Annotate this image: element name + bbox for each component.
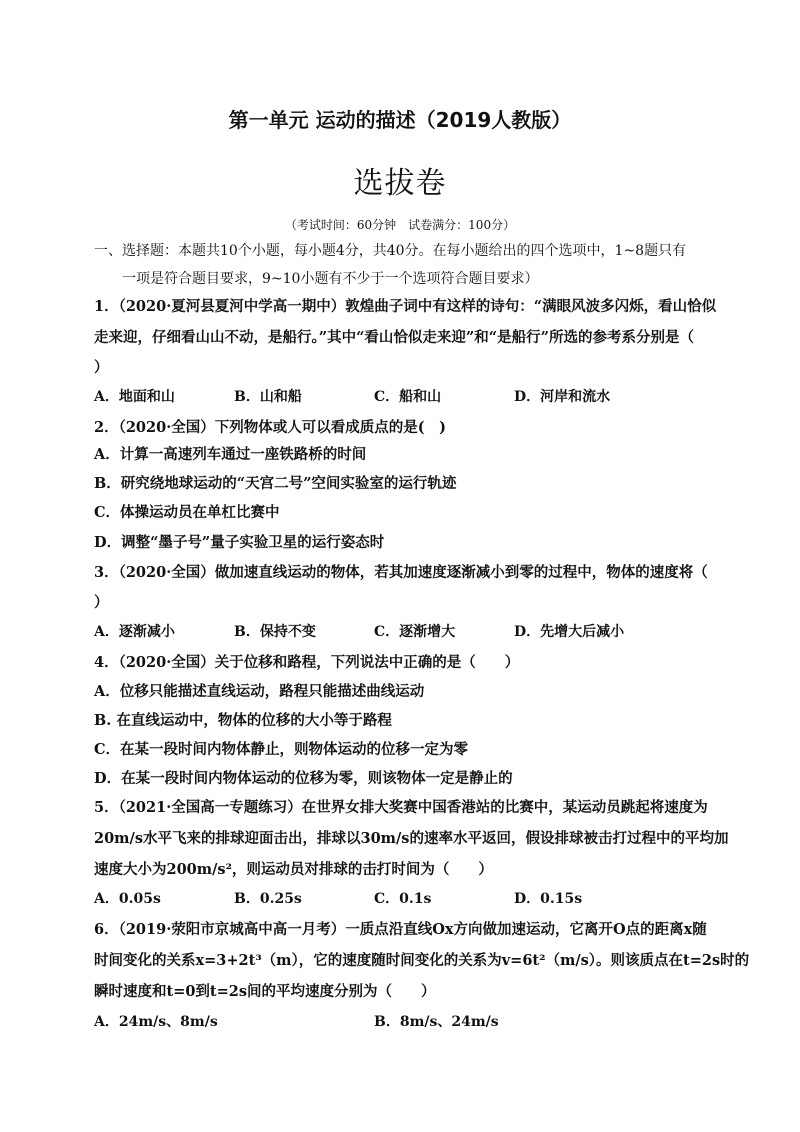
- question-1-line-2: 走来迎，仔细看山山不动，是船行。”其中“看山恰似走来迎”和“是船行”所选的参考系分别是（: [94, 329, 694, 346]
- question-2-option-b: B．研究绕地球运动的“天宫二号”空间实验室的运行轨迹: [94, 475, 457, 492]
- question-5-option-c: C．0.1s: [374, 891, 432, 907]
- question-6-line-3: 瞬时速度和t=0到t=2s间的平均速度分别为（ ）: [94, 983, 436, 1000]
- question-6-option-a: A．24m/s、8m/s: [94, 1014, 218, 1030]
- question-5-line-3: 速度大小为200m/s²，则运动员对排球的击打时间为（ ）: [94, 861, 493, 878]
- question-4-option-b: B. 在直线运动中，物体的位移的大小等于路程: [94, 712, 392, 729]
- question-1-line-3: ）: [94, 359, 109, 376]
- question-1-line-1: 1．（2020·夏河县夏河中学高一期中）敦煌曲子词中有这样的诗句：“满眼风波多闪烁，看山恰似: [94, 298, 717, 315]
- question-6-option-b: B．8m/s、24m/s: [374, 1014, 499, 1030]
- question-1-option-b: B．山和船: [234, 389, 302, 405]
- question-5-option-a: A．0.05s: [94, 891, 161, 907]
- question-3-option-c: C．逐渐增大: [374, 624, 456, 640]
- question-5-line-1: 5．（2021·全国高一专题练习）在世界女排大奖赛中国香港站的比赛中，某运动员跳起将速度为: [94, 799, 708, 816]
- exam-info: （考试时间：60分钟 试卷满分：100分）: [284, 218, 516, 232]
- section-instructions-line-2: 一项是符合题目要求，9~10小题有不少于一个选项符合题目要求）: [122, 271, 539, 287]
- document-subtitle: 选拔卷: [353, 166, 447, 201]
- section-instructions-line-1: 一、选择题：本题共10个小题，每小题4分，共40分。在每小题给出的四个选项中，1~8题只有: [94, 243, 687, 259]
- question-3-option-a: A．逐渐减小: [94, 624, 175, 640]
- question-6-line-2: 时间变化的关系x=3+2t³（m），它的速度随时间变化的关系为v=6t²（m/s）。则该质点在t=2s时的: [94, 952, 750, 969]
- question-3-line-2: ）: [94, 594, 109, 611]
- question-3-option-b: B．保持不变: [234, 624, 316, 640]
- question-3-option-d: D．先增大后减小: [514, 624, 625, 640]
- question-4-option-d: D．在某一段时间内物体运动的位移为零，则该物体一定是静止的: [94, 770, 513, 787]
- question-5-option-b: B．0.25s: [234, 891, 302, 907]
- question-1-option-d: D．河岸和流水: [514, 389, 611, 405]
- question-4-option-c: C．在某一段时间内物体静止，则物体运动的位移一定为零: [94, 741, 469, 758]
- question-1-option-c: C．船和山: [374, 389, 442, 405]
- question-2-stem: 2．（2020·全国）下列物体或人可以看成质点的是( ): [94, 419, 446, 436]
- question-5-option-d: D．0.15s: [514, 891, 583, 907]
- question-3-line-1: 3．（2020·全国）做加速直线运动的物体，若其加速度逐渐减小到零的过程中，物体的速度将（: [94, 564, 708, 581]
- question-2-option-d: D．调整“墨子号”量子实验卫星的运行姿态时: [94, 534, 385, 551]
- question-2-option-c: C．体操运动员在单杠比赛中: [94, 504, 280, 521]
- question-2-option-a: A．计算一高速列车通过一座铁路桥的时间: [94, 446, 367, 463]
- document-title: 第一单元 运动的描述（2019人教版）: [228, 108, 572, 132]
- question-1-option-a: A．地面和山: [94, 389, 175, 405]
- question-4-stem: 4．（2020·全国）关于位移和路程，下列说法中正确的是（ ）: [94, 654, 520, 671]
- question-5-line-2: 20m/s水平飞来的排球迎面击出，排球以30m/s的速率水平返回，假设排球被击打过程中的平均加: [94, 830, 729, 847]
- question-4-option-a: A．位移只能描述直线运动，路程只能描述曲线运动: [94, 683, 425, 700]
- question-6-line-1: 6．（2019·荥阳市京城高中高一月考）一质点沿直线Ox方向做加速运动，它离开O点的距离x随: [94, 921, 707, 938]
